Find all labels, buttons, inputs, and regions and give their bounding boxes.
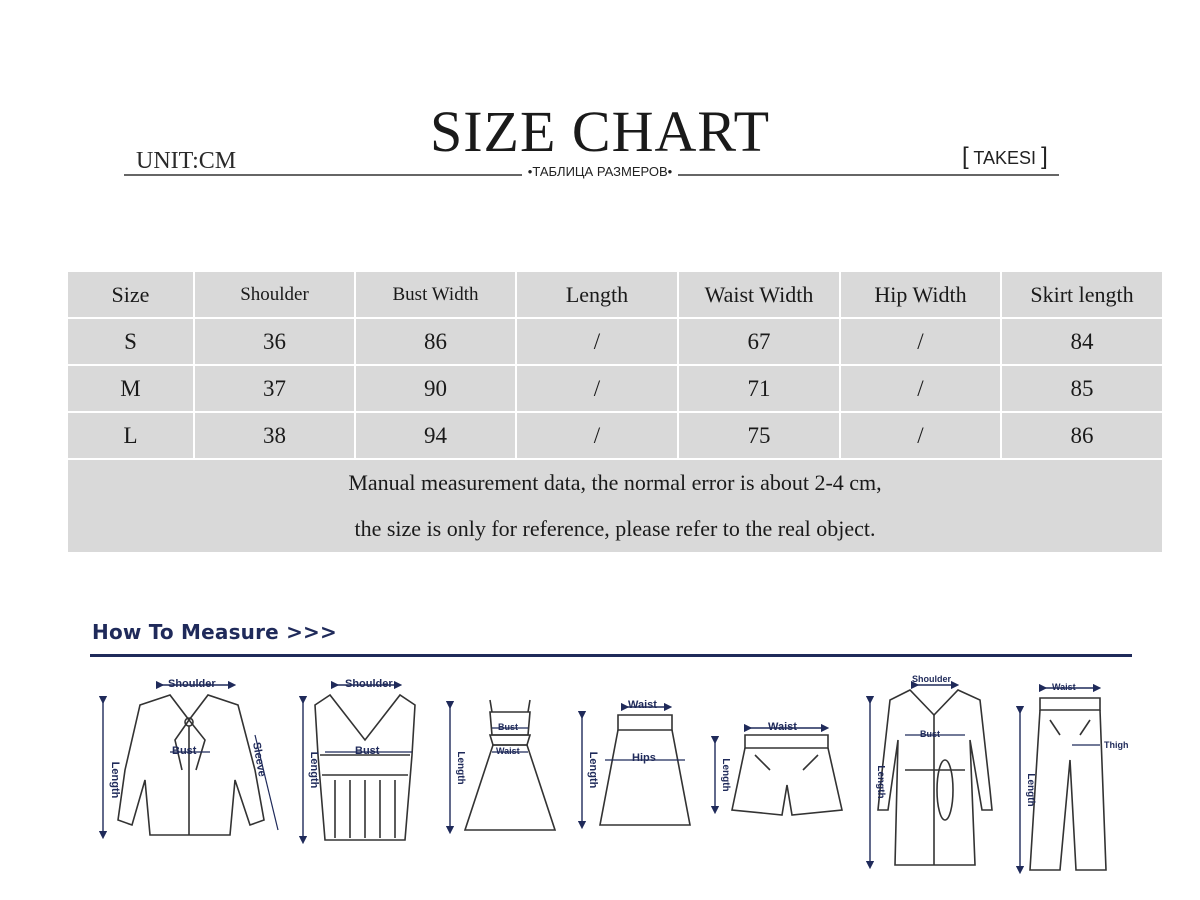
table-cell: 38	[194, 412, 355, 459]
col-bust-width: Bust Width	[355, 271, 516, 318]
col-waist-width: Waist Width	[678, 271, 840, 318]
label-bust-2: Bust	[355, 745, 380, 757]
table-cell: M	[67, 365, 194, 412]
label-bust-6: Bust	[920, 729, 940, 739]
blouse-diagram	[118, 695, 264, 835]
label-waist-5: Waist	[768, 721, 797, 733]
size-table	[66, 270, 1164, 554]
subtitle	[0, 164, 1200, 179]
table-cell: /	[840, 412, 1001, 459]
brand-name: TAKESI	[973, 148, 1037, 168]
label-bust: Bust	[172, 745, 197, 757]
note-line-1: Manual measurement data, the normal error is about 2-4 cm,	[348, 470, 882, 495]
col-skirt-length: Skirt length	[1001, 271, 1163, 318]
label-length-2: Length	[308, 751, 320, 789]
unit-label: UNIT:CM	[136, 148, 237, 174]
table-cell: L	[67, 412, 194, 459]
skirt-diagram	[600, 715, 690, 825]
table-cell: /	[840, 365, 1001, 412]
table-row	[67, 412, 1163, 459]
jeans-diagram	[1030, 698, 1106, 870]
coat-diagram	[878, 690, 992, 865]
label-bust-3: Bust	[498, 722, 518, 732]
bracket-left: [	[962, 143, 969, 170]
label-waist-7: Waist	[1052, 682, 1076, 692]
table-cell: 94	[355, 412, 516, 459]
slip-dress-diagram	[465, 700, 555, 830]
label-shoulder-2: Shoulder	[345, 678, 393, 690]
note-line-2: the size is only for reference, please refer to the real object.	[354, 516, 876, 541]
how-to-measure-title: How To Measure >>>	[92, 620, 337, 644]
table-header-row	[67, 271, 1163, 318]
table-cell: 67	[678, 318, 840, 365]
label-shoulder-6: Shoulder	[912, 674, 952, 684]
garment-diagrams-svg	[0, 660, 1200, 890]
label-length-3: Length	[455, 751, 466, 785]
table-cell: /	[516, 412, 678, 459]
table-cell: 90	[355, 365, 516, 412]
col-size: Size	[67, 271, 194, 318]
col-length: Length	[516, 271, 678, 318]
bracket-right: ]	[1041, 143, 1048, 170]
label-shoulder: Shoulder	[168, 678, 216, 690]
table-cell: 71	[678, 365, 840, 412]
measure-diagrams	[0, 660, 1200, 890]
table-cell: /	[516, 318, 678, 365]
table-row	[67, 318, 1163, 365]
tank-top-diagram	[315, 695, 415, 840]
shorts-diagram	[732, 735, 842, 815]
label-waist-3: Waist	[496, 746, 520, 756]
label-waist-4: Waist	[628, 699, 657, 711]
label-length-7: Length	[1025, 773, 1036, 807]
measurement-note	[67, 459, 1163, 553]
label-length-6: Length	[875, 765, 886, 799]
table-cell: 86	[355, 318, 516, 365]
label-length-4: Length	[587, 751, 599, 789]
table-cell: 85	[1001, 365, 1163, 412]
table-note-row	[67, 459, 1163, 553]
table-cell: S	[67, 318, 194, 365]
label-sleeve: Sleeve	[250, 741, 268, 778]
table-cell: /	[840, 318, 1001, 365]
page-title: SIZE CHART	[429, 99, 771, 164]
table-cell: 36	[194, 318, 355, 365]
table-row	[67, 365, 1163, 412]
label-length-5: Length	[720, 758, 731, 792]
subtitle-text: •ТАБЛИЦА РАЗМЕРОВ•	[522, 164, 678, 179]
table-cell: 37	[194, 365, 355, 412]
col-hip-width: Hip Width	[840, 271, 1001, 318]
table-cell: /	[516, 365, 678, 412]
label-length: Length	[109, 761, 121, 799]
table-cell: 86	[1001, 412, 1163, 459]
label-thigh-7: Thigh	[1104, 740, 1129, 750]
table-cell: 75	[678, 412, 840, 459]
label-hips-4: Hips	[632, 752, 656, 764]
table-cell: 84	[1001, 318, 1163, 365]
how-to-measure-divider	[90, 654, 1132, 657]
col-shoulder: Shoulder	[194, 271, 355, 318]
